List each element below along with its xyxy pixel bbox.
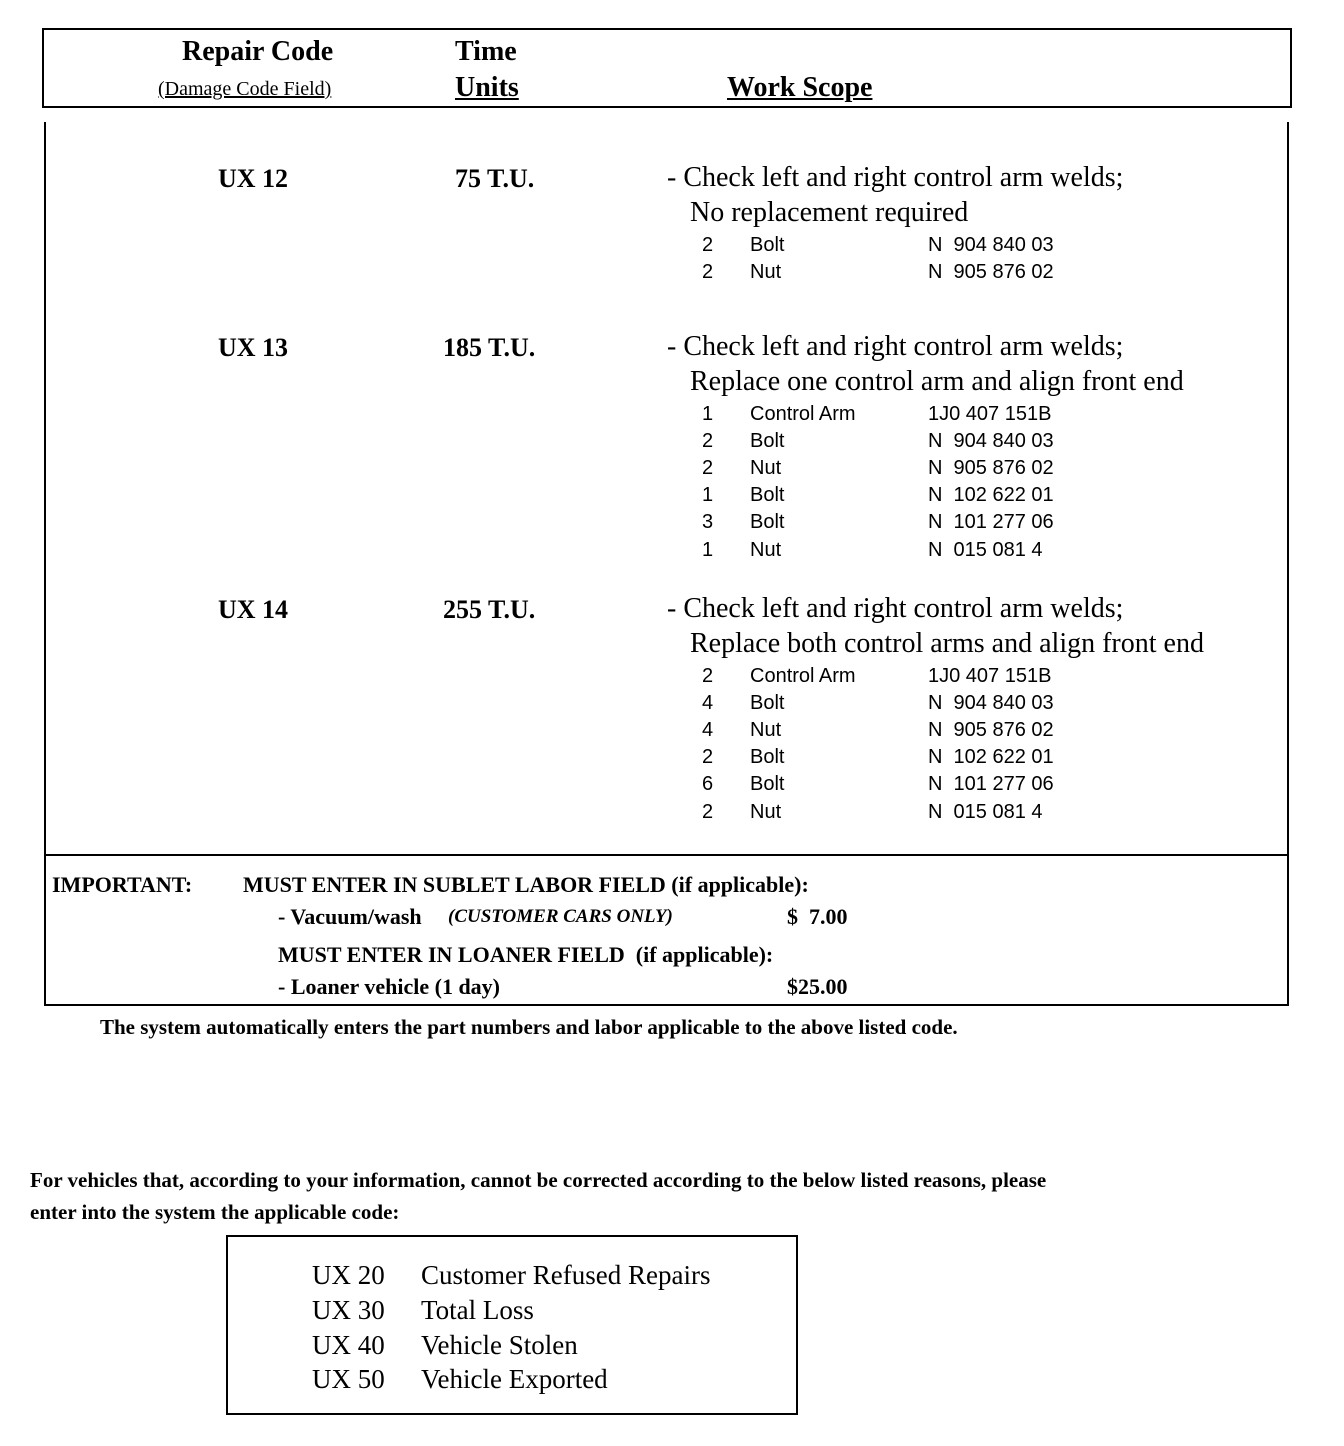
- loaner-vehicle-price: $25.00: [787, 974, 848, 999]
- units-heading: Units: [455, 72, 519, 103]
- part-qty: 2: [702, 261, 714, 283]
- reason-code: UX 50: [312, 1364, 385, 1394]
- part-name: Control Arm: [750, 665, 856, 687]
- part-qty: 1: [702, 403, 714, 425]
- work-scope-line: - Check left and right control arm welds;: [667, 331, 1124, 362]
- reason-text: Customer Refused Repairs: [421, 1260, 711, 1290]
- reason-text: Vehicle Exported: [421, 1364, 608, 1394]
- time-units: 255 T.U.: [443, 595, 536, 624]
- part-qty: 2: [702, 746, 714, 768]
- part-name: Bolt: [750, 773, 785, 795]
- time-heading: Time: [455, 36, 517, 67]
- important-label: IMPORTANT:: [52, 872, 193, 897]
- part-qty: 2: [702, 801, 714, 823]
- vacuum-wash-price: $ 7.00: [787, 904, 848, 929]
- part-number: N 101 277 06: [928, 773, 1054, 795]
- important-divider: [44, 854, 1289, 856]
- part-number: N 102 622 01: [928, 484, 1054, 506]
- part-number: N 905 876 02: [928, 457, 1054, 479]
- part-name: Nut: [750, 719, 782, 741]
- instruction-line-1: For vehicles that, according to your information, cannot be corrected according to the below listed reasons, please: [30, 1168, 1047, 1192]
- work-scope-heading: Work Scope: [727, 72, 873, 103]
- part-qty: 2: [702, 234, 714, 256]
- part-name: Bolt: [750, 430, 785, 452]
- part-qty: 6: [702, 773, 714, 795]
- part-qty: 2: [702, 457, 714, 479]
- reason-code: UX 30: [312, 1295, 385, 1325]
- reason-code: UX 20: [312, 1260, 385, 1290]
- repair-code: UX 14: [218, 595, 289, 624]
- part-qty: 1: [702, 539, 714, 561]
- part-number: N 904 840 03: [928, 430, 1054, 452]
- part-qty: 2: [702, 665, 714, 687]
- sublet-labor-heading: MUST ENTER IN SUBLET LABOR FIELD (if applicable):: [243, 872, 809, 897]
- repair-code-heading: Repair Code: [182, 36, 334, 67]
- repair-code: UX 12: [218, 164, 289, 193]
- work-scope-line: No replacement required: [690, 197, 969, 228]
- system-note: The system automatically enters the part numbers and labor applicable to the above listed code.: [100, 1015, 958, 1039]
- work-scope-line: Replace one control arm and align front end: [690, 366, 1184, 397]
- work-scope-line: - Check left and right control arm welds;: [667, 162, 1124, 193]
- part-name: Nut: [750, 801, 782, 823]
- work-scope-line: - Check left and right control arm welds;: [667, 593, 1124, 624]
- work-scope-line: Replace both control arms and align front end: [690, 628, 1204, 659]
- loaner-field-heading: MUST ENTER IN LOANER FIELD (if applicable):: [278, 942, 774, 967]
- part-number: N 905 876 02: [928, 719, 1054, 741]
- repair-code: UX 13: [218, 333, 289, 362]
- part-qty: 2: [702, 430, 714, 452]
- part-qty: 4: [702, 719, 714, 741]
- part-number: N 904 840 03: [928, 234, 1054, 256]
- table-right-rule: [1287, 122, 1289, 1006]
- part-number: N 102 622 01: [928, 746, 1054, 768]
- part-name: Nut: [750, 261, 782, 283]
- part-name: Bolt: [750, 692, 785, 714]
- part-name: Bolt: [750, 484, 785, 506]
- part-number: 1J0 407 151B: [928, 403, 1052, 425]
- part-number: N 015 081 4: [928, 539, 1043, 561]
- vacuum-wash-label: - Vacuum/wash: [278, 904, 422, 929]
- part-qty: 4: [702, 692, 714, 714]
- instruction-line-2: enter into the system the applicable code:: [30, 1200, 400, 1224]
- customer-cars-note: (CUSTOMER CARS ONLY): [448, 906, 673, 927]
- part-number: N 905 876 02: [928, 261, 1054, 283]
- time-units: 75 T.U.: [455, 164, 535, 193]
- part-qty: 3: [702, 511, 714, 533]
- part-name: Nut: [750, 457, 782, 479]
- table-left-rule: [44, 122, 46, 1006]
- part-name: Bolt: [750, 511, 785, 533]
- reason-code: UX 40: [312, 1330, 385, 1360]
- part-name: Bolt: [750, 746, 785, 768]
- time-units: 185 T.U.: [443, 333, 536, 362]
- reason-text: Vehicle Stolen: [421, 1330, 578, 1360]
- part-number: 1J0 407 151B: [928, 665, 1052, 687]
- loaner-vehicle-label: - Loaner vehicle (1 day): [278, 974, 501, 999]
- part-name: Nut: [750, 539, 782, 561]
- table-bottom-rule: [44, 1004, 1289, 1006]
- part-qty: 1: [702, 484, 714, 506]
- damage-code-field-label: (Damage Code Field): [158, 78, 332, 100]
- part-number: N 101 277 06: [928, 511, 1054, 533]
- part-name: Bolt: [750, 234, 785, 256]
- reason-text: Total Loss: [421, 1295, 534, 1325]
- part-number: N 904 840 03: [928, 692, 1054, 714]
- part-name: Control Arm: [750, 403, 856, 425]
- part-number: N 015 081 4: [928, 801, 1043, 823]
